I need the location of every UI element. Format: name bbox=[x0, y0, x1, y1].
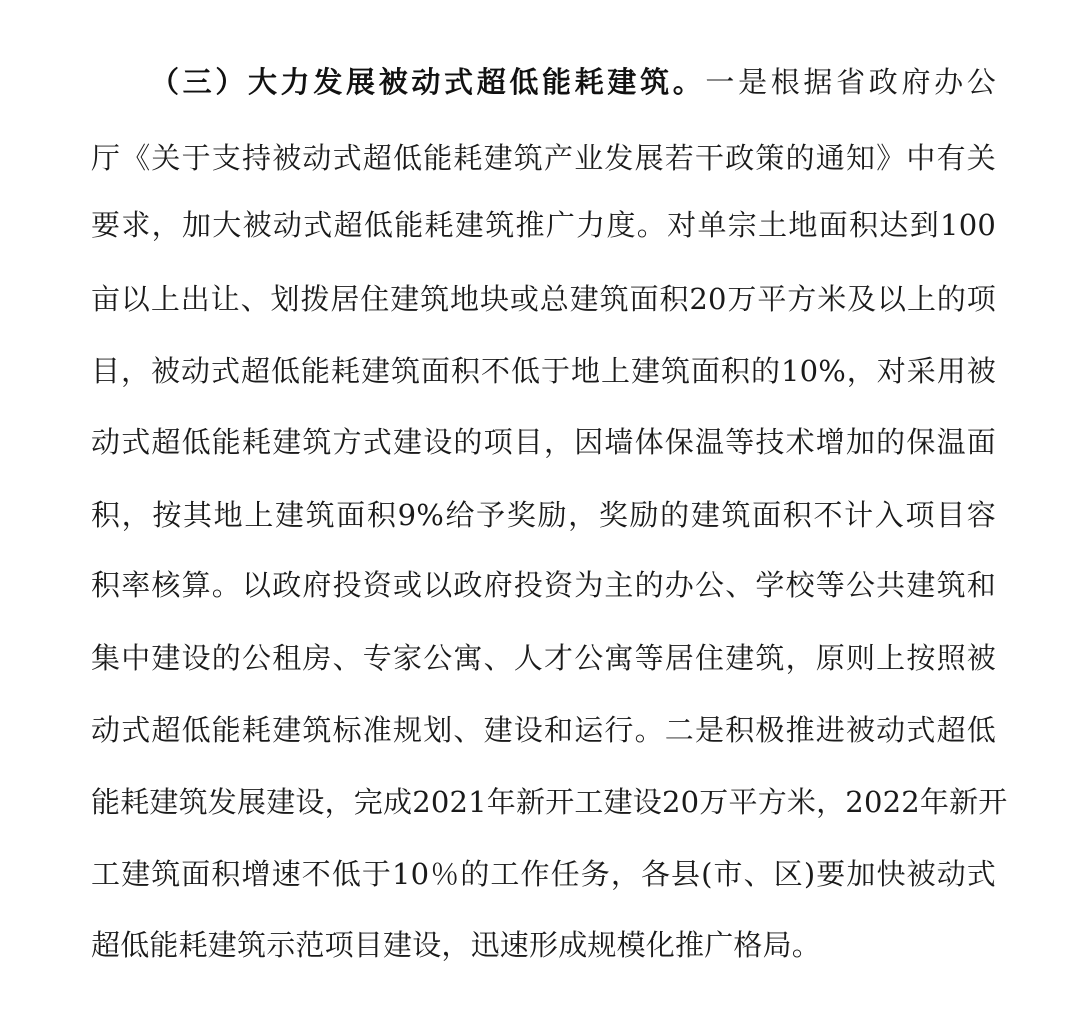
paragraph-line: 积率核算。以政府投资或以政府投资为主的办公、学校等公共建筑和 bbox=[91, 568, 996, 602]
line-text: 一是根据省政府办公 bbox=[705, 65, 996, 99]
paragraph-line: 目，被动式超低能耗建筑面积不低于地上建筑面积的10%，对采用被 bbox=[91, 354, 996, 388]
paragraph-line: 厅《关于支持被动式超低能耗建筑产业发展若干政策的通知》中有关 bbox=[91, 141, 996, 175]
paragraph-line: 动式超低能耗建筑标准规划、建设和运行。二是积极推进被动式超低 bbox=[91, 713, 996, 747]
paragraph-line: 要求，加大被动式超低能耗建筑推广力度。对单宗土地面积达到100 bbox=[91, 208, 996, 242]
paragraph-line: 超低能耗建筑示范项目建设，迅速形成规模化推广格局。 bbox=[91, 928, 822, 962]
paragraph-line: 积，按其地上建筑面积9%给予奖励，奖励的建筑面积不计入项目容 bbox=[91, 498, 996, 532]
paragraph-line bbox=[150, 58, 996, 106]
paragraph-line: 动式超低能耗建筑方式建设的项目，因墙体保温等技术增加的保温面 bbox=[91, 425, 996, 459]
paragraph-line: 工建筑面积增速不低于10％的工作任务，各县(市、区)要加快被动式 bbox=[91, 857, 996, 891]
paragraph-line: 集中建设的公租房、专家公寓、人才公寓等居住建筑，原则上按照被 bbox=[91, 641, 996, 675]
section-heading: （三）大力发展被动式超低能耗建筑。 bbox=[150, 65, 706, 99]
paragraph-line: 能耗建筑发展建设，完成2021年新开工建设20万平方米，2022年新开 bbox=[91, 785, 1008, 819]
paragraph-line: 亩以上出让、划拨居住建筑地块或总建筑面积20万平方米及以上的项 bbox=[91, 282, 996, 316]
